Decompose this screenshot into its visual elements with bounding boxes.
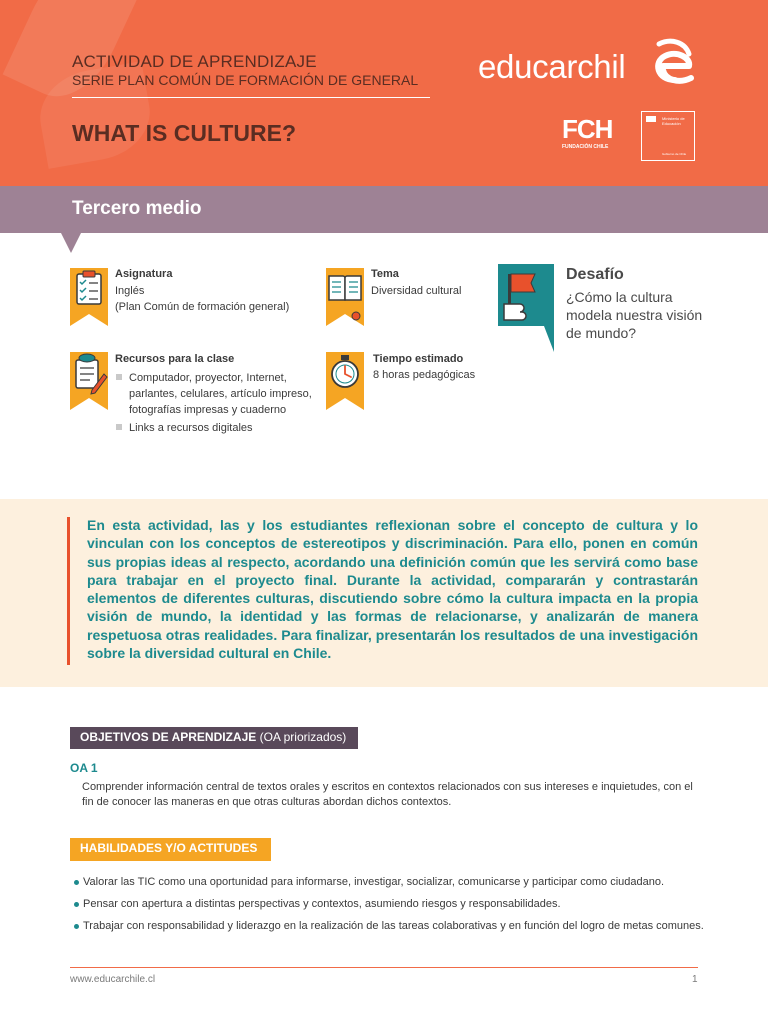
activity-supertitle: ACTIVIDAD DE APRENDIZAJE: [72, 52, 317, 71]
objectives-heading: [70, 727, 358, 749]
bullet-square-icon: [116, 374, 122, 380]
tiempo-text: 8 horas pedagógicas: [373, 369, 476, 381]
bullet-dot-icon: [74, 924, 79, 929]
desafio-question: ¿Cómo la cultura modela nuestra visión de mundo?: [566, 289, 703, 341]
intro-paragraph: En esta actividad, las y los estudiantes reflexionan sobre el concepto de cultura y lo vinculan con los conceptos de estereotipos y discriminación. Para ello, ponen en común sus propias ideas al respecto, acordando una definición común que les servirá como base para trabajar en el proyecto final. Durante la actividad, compararán y contrastarán elementos de diferentes culturas, discutiendo sobre cómo la cultura impacta en la propia visión de mundo, la identidad y las formas de relacionarse, y analizarán de manera respetuosa otras realidades. Para finalizar, presentarán los resultados de una investigación sobre la diversidad cultural en Chile.: [87, 517, 698, 662]
fch-logo-text: FCH: [562, 114, 613, 144]
stopwatch-icon: [326, 352, 364, 410]
asignatura-title: Asignatura: [115, 268, 173, 280]
mineduc-flag-icon: [646, 116, 656, 122]
recursos-item: [129, 420, 324, 436]
objectives-heading-normal: (OA priorizados): [256, 730, 347, 744]
oa-label: OA 1: [70, 761, 98, 775]
page-header: [0, 0, 768, 186]
fch-logo: [562, 116, 612, 150]
desafio-title: Desafío: [566, 266, 624, 283]
skills-item: [83, 898, 561, 910]
bullet-dot-icon: [74, 880, 79, 885]
skills-item-text: Pensar con apertura a distintas perspectivas y contextos, asumiendo riesgos y responsabilidades.: [83, 898, 561, 910]
mineduc-line-2: Educación: [662, 121, 681, 126]
open-book-icon: [326, 268, 364, 326]
header-divider: [72, 97, 430, 98]
skills-item-text: Valorar las TIC como una oportunidad para informarse, investigar, socializar, comunicarse y participar como ciudadano.: [83, 876, 665, 888]
skills-item-text: Trabajar con responsabilidad y liderazgo en la realización de las tareas colaborativas y en función del logro de metas comunes.: [83, 920, 704, 932]
educarchile-e-logo-icon: [651, 36, 699, 96]
tema-title: Tema: [371, 268, 399, 280]
skills-item: [83, 920, 704, 932]
page-title: WHAT IS CULTURE?: [72, 120, 297, 146]
grade-band-pointer: [61, 233, 81, 253]
notepad-pencil-icon: [70, 352, 108, 410]
tiempo-title: Tiempo estimado: [373, 353, 464, 365]
mineduc-line-1: Ministerio de: [662, 116, 685, 121]
recursos-item: [129, 370, 324, 418]
recursos-item-text: Links a recursos digitales: [129, 422, 253, 434]
recursos-item-text: Computador, proyector, Internet, parlantes, celulares, artículo impreso, fotografías impresas y cuaderno: [129, 372, 312, 416]
fch-logo-subtext: FUNDACIÓN CHILE: [562, 144, 609, 150]
bullet-square-icon: [116, 424, 122, 430]
mineduc-line-3: Gobierno de Chile: [662, 152, 687, 156]
footer-url-link[interactable]: www.educarchile.cl: [70, 974, 156, 985]
mineduc-logo: [641, 111, 695, 161]
asignatura-line-2: (Plan Común de formación general): [115, 301, 290, 313]
bullet-dot-icon: [74, 902, 79, 907]
flag-hand-icon: [498, 264, 554, 352]
page-number: 1: [692, 974, 698, 985]
grade-label: Tercero medio: [72, 198, 202, 219]
skills-item: [83, 876, 664, 888]
objectives-heading-bold: OBJETIVOS DE APRENDIZAJE: [80, 730, 257, 744]
tema-text: Diversidad cultural: [371, 285, 462, 297]
educarchile-logo: educarchil: [478, 48, 626, 85]
skills-heading: HABILIDADES Y/O ACTITUDES: [70, 838, 271, 861]
footer-divider: [70, 967, 698, 968]
oa-text: Comprender información central de textos orales y escritos en contextos relacionados con sus intereses e inquietudes, con el fin de conocer las maneras en que otras culturas abordan dichos contextos.: [82, 781, 693, 808]
intro-accent-bar: [67, 517, 70, 665]
clipboard-checklist-icon: [70, 268, 108, 326]
asignatura-line-1: Inglés: [115, 285, 145, 297]
series-subtitle: SERIE PLAN COMÚN DE FORMACIÓN DE GENERAL: [72, 72, 419, 88]
recursos-title: Recursos para la clase: [115, 353, 235, 365]
